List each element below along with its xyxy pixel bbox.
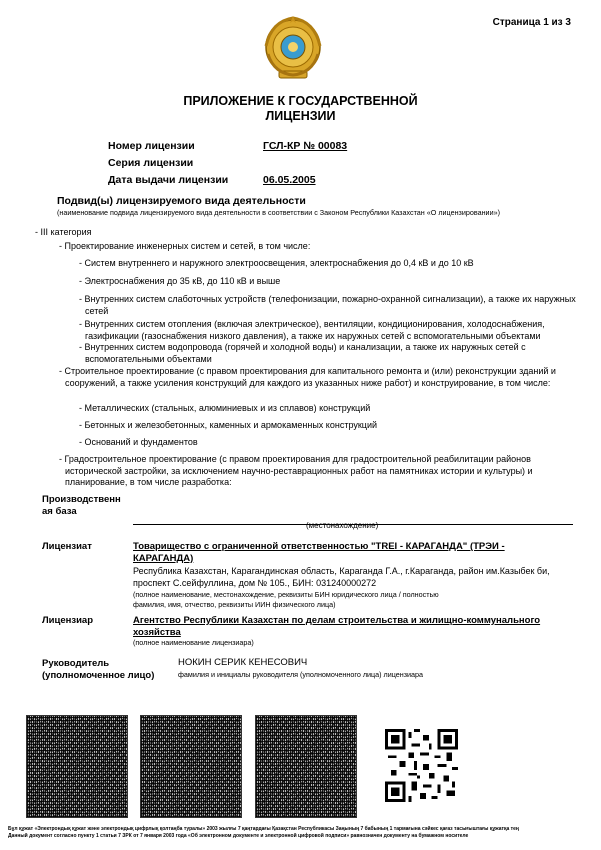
- category: - III категория: [35, 227, 92, 237]
- state-emblem-icon: [262, 14, 324, 82]
- list-item-urban: - Градостроительное проектирование (с правом проектирования для градостроительной реабилитации районов исторической застройки, за исключением научно-реставрационных работ на памятниках истории и культуры) и планирование, в том числе разработка:: [59, 454, 533, 487]
- qr-code-image: [26, 715, 128, 818]
- license-number-value: ГСЛ-КР № 00083: [263, 140, 348, 152]
- head-note: фамилия и инициалы руководителя (уполномоченного лица) лицензиара: [178, 670, 424, 679]
- qr-code-image: [385, 729, 458, 802]
- licensee-label: Лицензиат: [42, 541, 92, 552]
- head-label: Руководитель (уполномоченное лицо): [42, 658, 155, 681]
- subtype-heading: Подвид(ы) лицензируемого вида деятельности: [57, 195, 306, 207]
- list-item-construction-2: - Бетонных и железобетонных, каменных и армокаменных конструкций: [79, 420, 377, 430]
- licensor-name: Агентство Республики Казахстан по делам строительства и жилищно-коммунального хозяйства: [133, 615, 541, 638]
- list-item-design-2: - Электроснабжения до 35 кВ, до 110 кВ и выше: [79, 276, 281, 286]
- list-item-construction: - Строительное проектирование (с правом проектирования для капитального ремонта и (или) реконструкции зданий и сооружений, а также усиления конструкций для каждого из указанных ниже работ) и конструирование, в том числе:: [59, 366, 556, 388]
- issue-date-value: 06.05.2005: [263, 174, 316, 186]
- list-item-design-4: - Внутренних систем отопления (включая электрическое), вентиляции, кондиционирования, холодоснабжения, газификации (газоснабжения низкого давления), а также их наружных сетей с вспомогательными объектами: [79, 319, 545, 341]
- list-item-design-5: - Внутренних систем водопровода (горячей и холодной воды) и канализации, а также их наружных сетей с вспомогательными объектами: [79, 342, 526, 364]
- licensee-name: Товарищество с ограниченной ответственностью "TREI - КАРАГАНДА" (ТРЭИ - КАРАГАНДА): [133, 541, 505, 564]
- license-number-label: Номер лицензии: [108, 140, 195, 152]
- production-base-label: Производственн ая база: [42, 494, 121, 517]
- list-item-construction-3: - Оснований и фундаментов: [79, 437, 198, 447]
- qr-code-image: [255, 715, 357, 818]
- subtype-note: (наименование подвида лицензируемого вида деятельности в соответствии с Законом Республики Казахстан «О лицензировании»): [57, 208, 500, 217]
- head-name: НОКИН СЕРИК КЕНЕСОВИЧ: [178, 657, 308, 668]
- location-note: (местонахождение): [306, 521, 379, 530]
- document-title: ПРИЛОЖЕНИЕ К ГОСУДАРСТВЕННОЙ ЛИЦЕНЗИИ: [183, 94, 418, 123]
- legal-footer: Бұл құжат «Электрондық құжат және электрондық цифрлық қолтаңба туралы» 2003 жылғы 7 қаңтардағы Қазақстан Республикасы Заңының 7 бабының 1 тармағына сәйкес қағаз тасығыштағы құжатқа тең Данный документ согласно пункту 1 статьи 7 ЗРК от 7 января 2003 года «Об электронном документе и электронной цифровой подписи» равнозначен документу на бумажном носителе: [8, 826, 519, 839]
- qr-code-image: [140, 715, 242, 818]
- license-series-label: Серия лицензии: [108, 157, 194, 169]
- issue-date-label: Дата выдачи лицензии: [108, 174, 229, 186]
- list-item-construction-1: - Металлических (стальных, алюминиевых и из сплавов) конструкций: [79, 403, 371, 413]
- list-item-design-1: - Систем внутреннего и наружного электроосвещения, электроснабжения до 0,4 кВ и до 10 кВ: [79, 258, 474, 268]
- licensor-note: (полное наименование лицензиара): [133, 638, 254, 647]
- licensor-label: Лицензиар: [42, 615, 94, 626]
- list-item-design: - Проектирование инженерных систем и сетей, в том числе:: [59, 241, 311, 251]
- licensee-note: (полное наименование, местонахождение, реквизиты БИН юридического лица / полностью фамилия, имя, отчество, реквизиты ИИН физического лица): [133, 590, 439, 609]
- licensee-address: Республика Казахстан, Карагандинская область, Караганда Г.А., г.Караганда, район им.Казыбек би, проспект С.сейфуллина, дом № 105., БИН: 031240000272: [133, 566, 550, 588]
- page-number: Страница 1 из 3: [492, 17, 571, 28]
- list-item-design-3: - Внутренних систем слаботочных устройств (телефонизации, пожарно-охранной сигнализации), а также их наружных сетей: [79, 294, 576, 316]
